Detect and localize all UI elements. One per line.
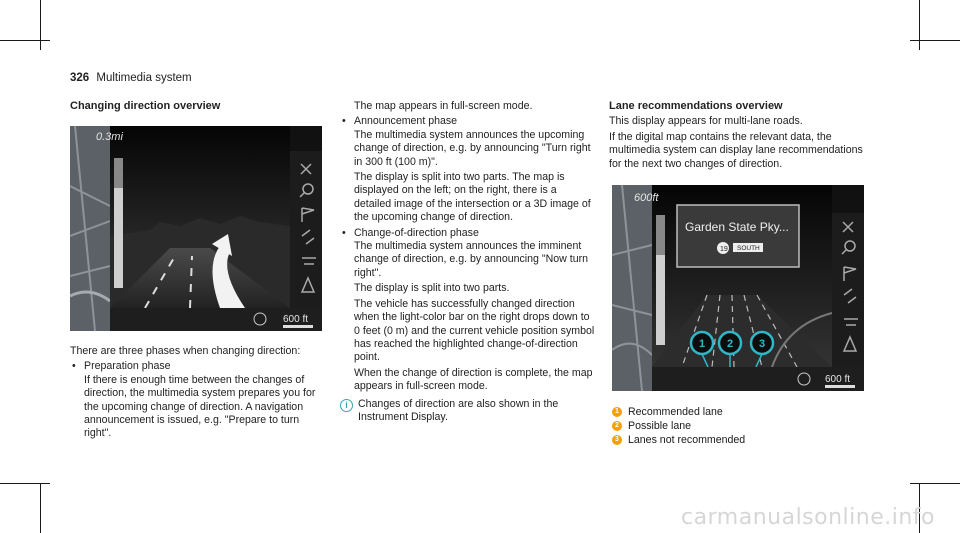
fullscreen-text: The map appears in full-screen mode. bbox=[354, 100, 533, 112]
road-name: Garden State Pky... bbox=[685, 220, 789, 234]
legend-text: Lanes not recommended bbox=[628, 434, 746, 446]
info-note bbox=[340, 398, 595, 425]
bullet-label: • Announcement phase bbox=[354, 115, 458, 128]
legend-number: 1 bbox=[612, 407, 622, 417]
route-number: 19 bbox=[720, 246, 728, 253]
bullet-preparation-phase bbox=[70, 360, 325, 440]
distance-top-label: 600ft bbox=[634, 192, 659, 204]
column-1 bbox=[70, 100, 325, 115]
bullet-body: The vehicle has successfully changed direction when the light-color bar on the right drops down to 0 feet (0 m) and the current vehicle position symbol has reached the highlighted change-of-direction point. bbox=[354, 297, 595, 364]
legend-number: 2 bbox=[612, 421, 622, 431]
heading-changing-direction: Changing direction overview bbox=[70, 100, 221, 112]
bullet-announcement-phase bbox=[340, 115, 595, 224]
bullet-label: • Change-of-direction phase bbox=[354, 226, 479, 239]
watermark: carmanualsonline.info bbox=[681, 505, 935, 530]
distance-bottom-label: 600 ft bbox=[283, 314, 309, 325]
lane-legend bbox=[612, 405, 745, 447]
legend-text: Possible lane bbox=[628, 420, 692, 432]
crop-mark bbox=[910, 483, 960, 484]
lane-illustration bbox=[612, 185, 864, 391]
legend-item bbox=[612, 405, 745, 419]
column-1-body bbox=[70, 345, 325, 443]
column-2 bbox=[340, 100, 595, 424]
lane-marker-2: 2 bbox=[726, 338, 734, 350]
bullet-body: The multimedia system announces the upcoming change of direction, e.g. by announcing "Turn right in 300 ft (100 m)". bbox=[354, 128, 591, 168]
legend-text: Recommended lane bbox=[628, 406, 723, 418]
legend-item bbox=[612, 433, 745, 447]
legend-number: 3 bbox=[612, 435, 622, 445]
note-text: Changes of direction are also shown in the Instrument Display. bbox=[358, 397, 559, 423]
lane-marker-1: 1 bbox=[698, 338, 706, 350]
bullet-body: When the change of direction is complete, the map appears in full-screen mode. bbox=[354, 366, 593, 393]
intro-text: There are three phases when changing direction: bbox=[70, 345, 301, 357]
column-3 bbox=[609, 100, 869, 173]
section-title: Multimedia system bbox=[96, 72, 192, 84]
crop-mark bbox=[919, 0, 920, 50]
page-number: 326 bbox=[70, 72, 90, 84]
navigation-split-screen-image bbox=[70, 126, 322, 331]
bullet-body: The display is split into two parts. The map is displayed on the left; on the right, there is a detailed image of the intersection or a 3D image of the upcoming change of direction. bbox=[354, 171, 591, 224]
crop-mark bbox=[0, 40, 50, 41]
distance-top-label: 0.3mi bbox=[96, 131, 123, 143]
info-icon: i bbox=[340, 399, 353, 412]
crop-mark bbox=[40, 483, 41, 533]
page-header bbox=[70, 72, 192, 84]
bullet-body: The display is split into two parts. bbox=[354, 282, 510, 295]
legend-item bbox=[612, 419, 745, 433]
paragraph-2: If the digital map contains the relevant data, the multimedia system can display lane recommendations for the next two changes of direction. bbox=[609, 130, 863, 170]
lane-recommendation-image bbox=[612, 185, 864, 391]
bullet-label: • Preparation phase bbox=[84, 360, 171, 373]
lane-marker-3: 3 bbox=[758, 338, 766, 350]
distance-bottom-label: 600 ft bbox=[825, 374, 851, 385]
paragraph-1: This display appears for multi-lane roads. bbox=[609, 115, 803, 128]
bullet-change-of-direction-phase bbox=[340, 227, 595, 394]
navigation-illustration bbox=[70, 126, 322, 331]
bullet-body: If there is enough time between the changes of direction, the multimedia system prepares you for the upcoming change of direction. A navigation announcement is issued, e.g. "Prepare to turn right". bbox=[84, 373, 316, 440]
crop-mark bbox=[0, 483, 50, 484]
bullet-body: The multimedia system announces the imminent change of direction, e.g. by announcing "Now turn right". bbox=[354, 240, 589, 279]
crop-mark bbox=[910, 40, 960, 41]
route-direction: SOUTH bbox=[737, 245, 760, 252]
crop-mark bbox=[40, 0, 41, 50]
heading-lane-recommendations: Lane recommendations overview bbox=[609, 100, 783, 112]
